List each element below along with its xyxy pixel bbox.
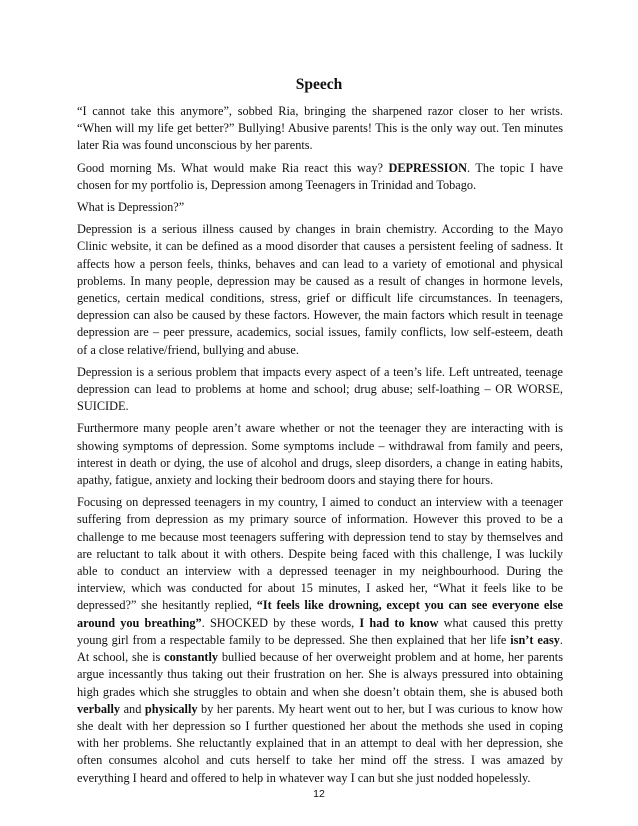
text-run: Depression is a serious problem that impacts every aspect of a teen’s life. Left untreated, teenage depression can lead to problems at home and school; drug abuse; self-loathing – OR WORSE, SUICIDE. xyxy=(77,364,563,414)
page-number: 12 xyxy=(313,788,325,800)
text-run: “I cannot take this anymore”, sobbed Ria, bringing the sharpened razor closer to her wrists. “When will my life get better?” Bullying! Abusive parents! This is the only way out. Ten minutes later Ria was found unconscious by her parents. xyxy=(77,104,563,153)
text-run: Focusing on depressed teenagers in my country, I aimed to conduct an interview with a teenager suffering from depression as my primary source of information. However this proved to be a challenge to me because most teenagers suffering with depression tend to stay by themselves and are reluctant to talk about it with others. Despite being faced with this challenge, I was luckily able to conduct an interview with a depressed teenager in my neighbourhood. During the interview, which was conducted for about 15 minutes, I asked her, “What it feels like to be depressed?” she hesitantly replied, xyxy=(77,495,563,613)
paragraph-impact xyxy=(77,364,563,416)
bold-text: verbally xyxy=(77,701,121,716)
text-run: Furthermore many people aren’t aware whether or not the teenager they are interacting with is showing symptoms of depression. Some symptoms include – withdrawal from family and peers, interest in death or dying, the use of alcohol and drugs, sleep disorders, a change in eating habits, apathy, fatigue, anxiety and locking their bedroom doors and staying there for hours. xyxy=(77,421,563,488)
paragraph-symptoms xyxy=(77,420,563,489)
paragraph-topic xyxy=(77,160,563,194)
text-run: what caused this pretty young girl from a respectable family to be depressed. She then explained that her life xyxy=(77,615,563,647)
paragraph-intro xyxy=(77,103,563,155)
bold-text: DEPRESSION xyxy=(388,160,468,175)
paragraph-question xyxy=(77,199,563,216)
paragraph-interview xyxy=(77,494,563,786)
bold-text: I had to know xyxy=(359,615,439,630)
text-run: bullied because of her overweight problem and at home, her parents argue incessantly thus taking out their frustration on her. She is always pressured into obtaining high grades which she struggles to obtain and when she doesn’t obtain them, she is abused both xyxy=(77,650,563,699)
bold-text: constantly xyxy=(164,650,219,665)
text-run: Good morning Ms. What would make Ria react this way? xyxy=(77,160,389,175)
text-run: Depression is a serious illness caused by changes in brain chemistry. According to the Mayo Clinic website, it can be defined as a mood disorder that causes a persistent feeling of sadness. It affects how a person feels, thinks, behaves and can lead to a variety of emotional and physical problems. In many people, depression may be caused as a result of changes in hormone levels, genetics, certain medical conditions, stress, grief or difficult life circumstances. In teenagers, depression can also be caused by these factors. However, the main factors which result in teenage depression are – peer pressure, academics, social issues, family conflicts, low self-esteem, death of a close relative/friend, bullying and abuse. xyxy=(77,222,563,357)
page-title: Speech xyxy=(295,76,343,93)
document-body xyxy=(77,103,563,792)
paragraph-definition xyxy=(77,221,563,359)
text-run: . SHOCKED by these words, xyxy=(201,615,360,630)
bold-text: physically xyxy=(144,701,198,716)
bold-text: “It feels like drowning, except you can see everyone else around you breathing” xyxy=(77,598,563,630)
text-run: and xyxy=(120,701,145,716)
bold-text: isn’t easy xyxy=(510,632,560,647)
text-run: What is Depression?” xyxy=(77,200,185,215)
text-run: . At school, she is xyxy=(77,632,563,665)
text-run: by her parents. My heart went out to her, but I was curious to know how she dealt with her depression so I further questioned her about the methods she used in coping with her problems. She reluctantly explained that in an attempt to deal with her depression, she often consumes alcohol and cuts herself to take her mind off the stress. I was amazed by everything I heard and offered to help in whatever way I can but she just nodded hopelessly. xyxy=(77,701,564,785)
text-run: . The topic I have chosen for my portfolio is, Depression among Teenagers in Trinidad and Tobago. xyxy=(77,160,563,192)
